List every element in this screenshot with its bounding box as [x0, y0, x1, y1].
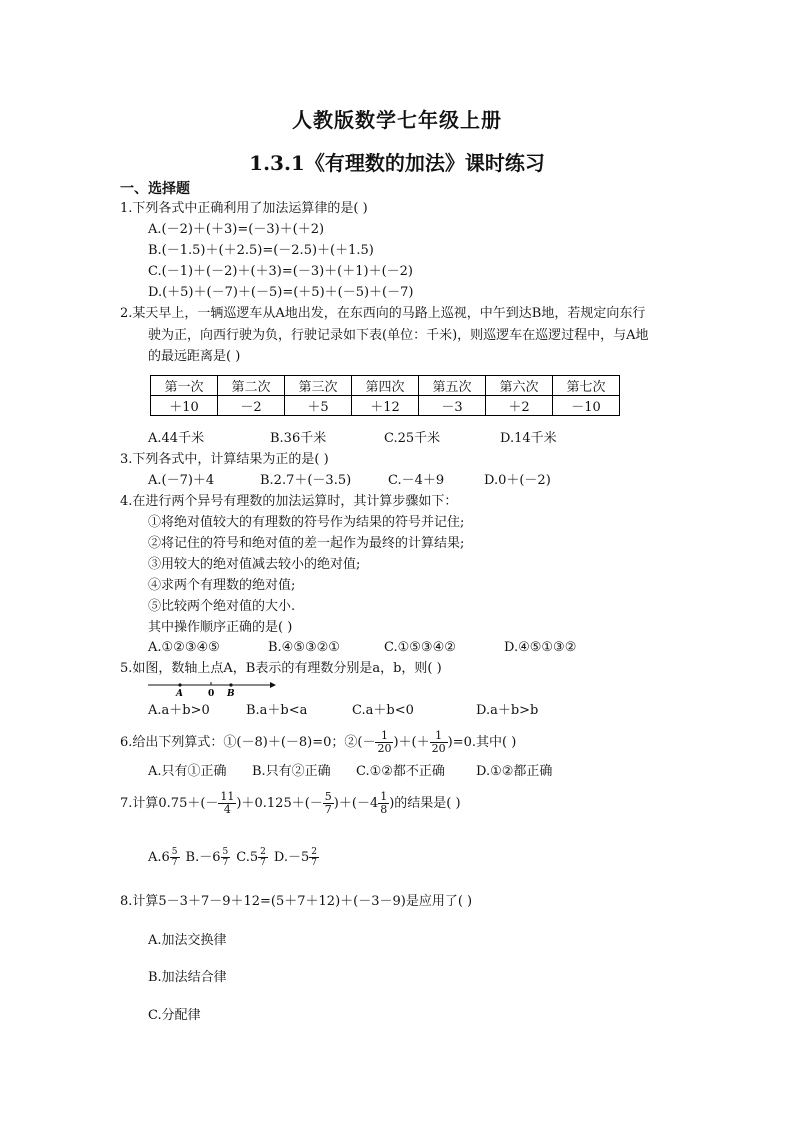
fraction	[375, 730, 393, 755]
fraction	[309, 847, 319, 868]
question-4-step-2: ②将记住的符号和绝对值的差一起作为最终的计算结果;	[148, 536, 465, 551]
table-header-cell: 第三次	[285, 376, 352, 396]
question-8-stem: 8.计算5－3＋7－9＋12=(5＋7＋12)＋(－3－9)是应用了( )	[120, 894, 473, 909]
question-2-option-a: A.44千米	[148, 431, 205, 446]
fraction	[323, 791, 334, 816]
table-cell: ＋2	[486, 396, 553, 416]
question-4-step-1: ①将绝对值较大的有理数的符号作为结果的符号并记住;	[148, 515, 465, 530]
question-5-option-d: D.a＋b>b	[476, 703, 539, 718]
question-3-stem: 3.下列各式中，计算结果为正的是( )	[120, 452, 329, 467]
fraction-denominator: 7	[171, 858, 178, 868]
option-integer: C.5	[236, 849, 259, 865]
fraction-denominator: 4	[223, 803, 231, 816]
question-7-text-2: )＋0.125＋(－	[236, 795, 323, 811]
question-4-stem: 4.在进行两个异号有理数的加法运算时，其计算步骤如下：	[120, 494, 458, 509]
fraction	[170, 847, 180, 868]
section-heading: 一、选择题	[120, 181, 190, 197]
table-cell: －2	[218, 396, 285, 416]
question-4-option-b: B.④⑤③②①	[268, 640, 340, 655]
question-4-step-4: ④求两个有理数的绝对值;	[148, 578, 296, 593]
question-2-option-d: D.14千米	[500, 431, 557, 446]
option-integer: D.－5	[273, 849, 310, 865]
question-3-option-a: A.(－7)＋4	[148, 473, 215, 488]
fraction-numerator: 11	[220, 790, 235, 803]
question-4-step-5: ⑤比较两个绝对值的大小.	[148, 599, 296, 614]
question-4-option-a: A.①②③④⑤	[148, 640, 220, 655]
fraction-denominator: 8	[380, 803, 388, 816]
option-integer: B.－6	[185, 849, 221, 865]
table-cell: －10	[553, 396, 620, 416]
option-integer: A.6	[148, 849, 170, 865]
fraction-denominator: 7	[311, 858, 317, 868]
fraction	[258, 847, 268, 868]
origin-label: 0	[208, 689, 215, 698]
question-1-option-d: D.(＋5)＋(－7)＋(－5)=(＋5)＋(－5)＋(－7)	[148, 285, 414, 300]
fraction	[221, 847, 231, 868]
question-6-stem	[120, 730, 516, 755]
question-6-text-post: )=0.其中( )	[447, 734, 517, 750]
question-2-line-3: 的最远距离是( )	[148, 349, 241, 364]
fraction-numerator: 1	[430, 730, 448, 743]
fraction-numerator: 2	[260, 847, 266, 857]
question-2-option-b: B.36千米	[270, 431, 327, 446]
question-8-option-c: C.分配律	[148, 1008, 201, 1023]
question-4-option-d: D.④⑤①③②	[504, 640, 577, 655]
page-subtitle: 1.3.1《有理数的加法》课时练习	[249, 151, 545, 175]
question-1-option-c: C.(－1)＋(－2)＋(＋3)=(－3)＋(＋1)＋(－2)	[148, 264, 413, 279]
table-header-cell: 第五次	[419, 376, 486, 396]
question-7-text-pre: 7.计算0.75＋(－	[120, 795, 219, 811]
table-header-cell: 第七次	[553, 376, 620, 396]
question-1-option-a: A.(－2)＋(＋3)=(－3)＋(＋2)	[148, 222, 325, 237]
fraction	[430, 730, 448, 755]
question-6-option-b: B.只有②正确	[252, 764, 331, 779]
fraction-numerator: 2	[311, 847, 317, 857]
question-5-option-b: B.a＋b<a	[246, 703, 308, 718]
fraction-denominator: 7	[324, 803, 332, 816]
table-header-cell: 第一次	[151, 376, 218, 396]
question-5-option-a: A.a＋b>0	[148, 703, 210, 718]
question-5-option-c: C.a＋b<0	[352, 703, 414, 718]
table-cell: ＋10	[151, 396, 218, 416]
question-7-option-b	[186, 847, 231, 868]
question-8-option-a: A.加法交换律	[148, 933, 227, 948]
question-2-line-2: 驶为正，向西行驶为负，行驶记录如下表(单位：千米)，则巡逻车在巡逻过程中，与A地	[148, 328, 649, 343]
fraction-denominator: 7	[260, 858, 266, 868]
question-7-stem	[120, 791, 461, 816]
table-header-cell: 第四次	[352, 376, 419, 396]
question-3-option-c: C.－4＋9	[388, 473, 445, 488]
fraction-numerator: 5	[171, 847, 178, 857]
table-row	[151, 396, 620, 416]
question-4-ask: 其中操作顺序正确的是( )	[148, 620, 293, 635]
question-6-text-pre: 6.给出下列算式：①(－8)＋(－8)=0；②(－	[120, 734, 376, 750]
table-cell: －3	[419, 396, 486, 416]
table-header-cell: 第二次	[218, 376, 285, 396]
number-line-figure	[148, 678, 278, 698]
fraction-numerator: 1	[375, 730, 393, 743]
fraction-denominator: 7	[222, 858, 229, 868]
fraction-denominator: 20	[431, 742, 446, 755]
question-1-stem: 1.下列各式中正确利用了加法运算律的是( )	[120, 201, 368, 216]
question-3-option-d: D.0＋(－2)	[484, 473, 551, 488]
question-5-stem: 5.如图，数轴上点A，B表示的有理数分别是a，b，则( )	[120, 661, 442, 676]
question-2-line-1: 2.某天早上，一辆巡逻车从A地出发，在东西向的马路上巡视，中午到达B地，若规定向东行	[120, 306, 646, 321]
table-header-cell: 第六次	[486, 376, 553, 396]
fraction-numerator: 1	[380, 790, 388, 803]
table-cell: ＋5	[285, 396, 352, 416]
fraction-numerator: 5	[222, 847, 229, 857]
question-7-text-3: )＋(－4	[333, 795, 379, 811]
question-7-option-c	[236, 847, 268, 868]
question-4-option-c: C.①⑤③④②	[384, 640, 456, 655]
fraction-numerator: 5	[324, 790, 332, 803]
point-b-label: B	[227, 689, 235, 698]
driving-record-table	[150, 375, 620, 416]
question-6-text-mid: )＋(＋	[393, 734, 430, 750]
question-2-option-c: C.25千米	[384, 431, 441, 446]
question-6-option-d: D.①②都正确	[476, 764, 553, 779]
point-a-mark	[178, 683, 181, 686]
point-b-mark	[229, 683, 232, 686]
question-6-option-c: C.①②都不正确	[356, 764, 445, 779]
question-8-option-b: B.加法结合律	[148, 970, 227, 985]
question-7-option-d	[274, 847, 319, 868]
question-7-option-a	[148, 847, 180, 868]
table-header-row	[151, 376, 620, 396]
question-4-step-3: ③用较大的绝对值减去较小的绝对值;	[148, 557, 361, 572]
arrow-right-icon	[270, 682, 276, 688]
question-7-text-post: )的结果是( )	[389, 795, 461, 811]
question-7-options	[148, 847, 319, 868]
page-title: 人教版数学七年级上册	[292, 108, 502, 132]
table-cell: ＋12	[352, 396, 419, 416]
question-1-option-b: B.(－1.5)＋(＋2.5)=(－2.5)＋(＋1.5)	[148, 243, 374, 258]
question-3-option-b: B.2.7＋(－3.5)	[260, 473, 352, 488]
fraction-denominator: 20	[377, 742, 392, 755]
question-6-option-a: A.只有①正确	[148, 764, 227, 779]
fraction	[378, 791, 389, 816]
fraction	[218, 791, 236, 816]
point-a-label: A	[176, 689, 183, 698]
